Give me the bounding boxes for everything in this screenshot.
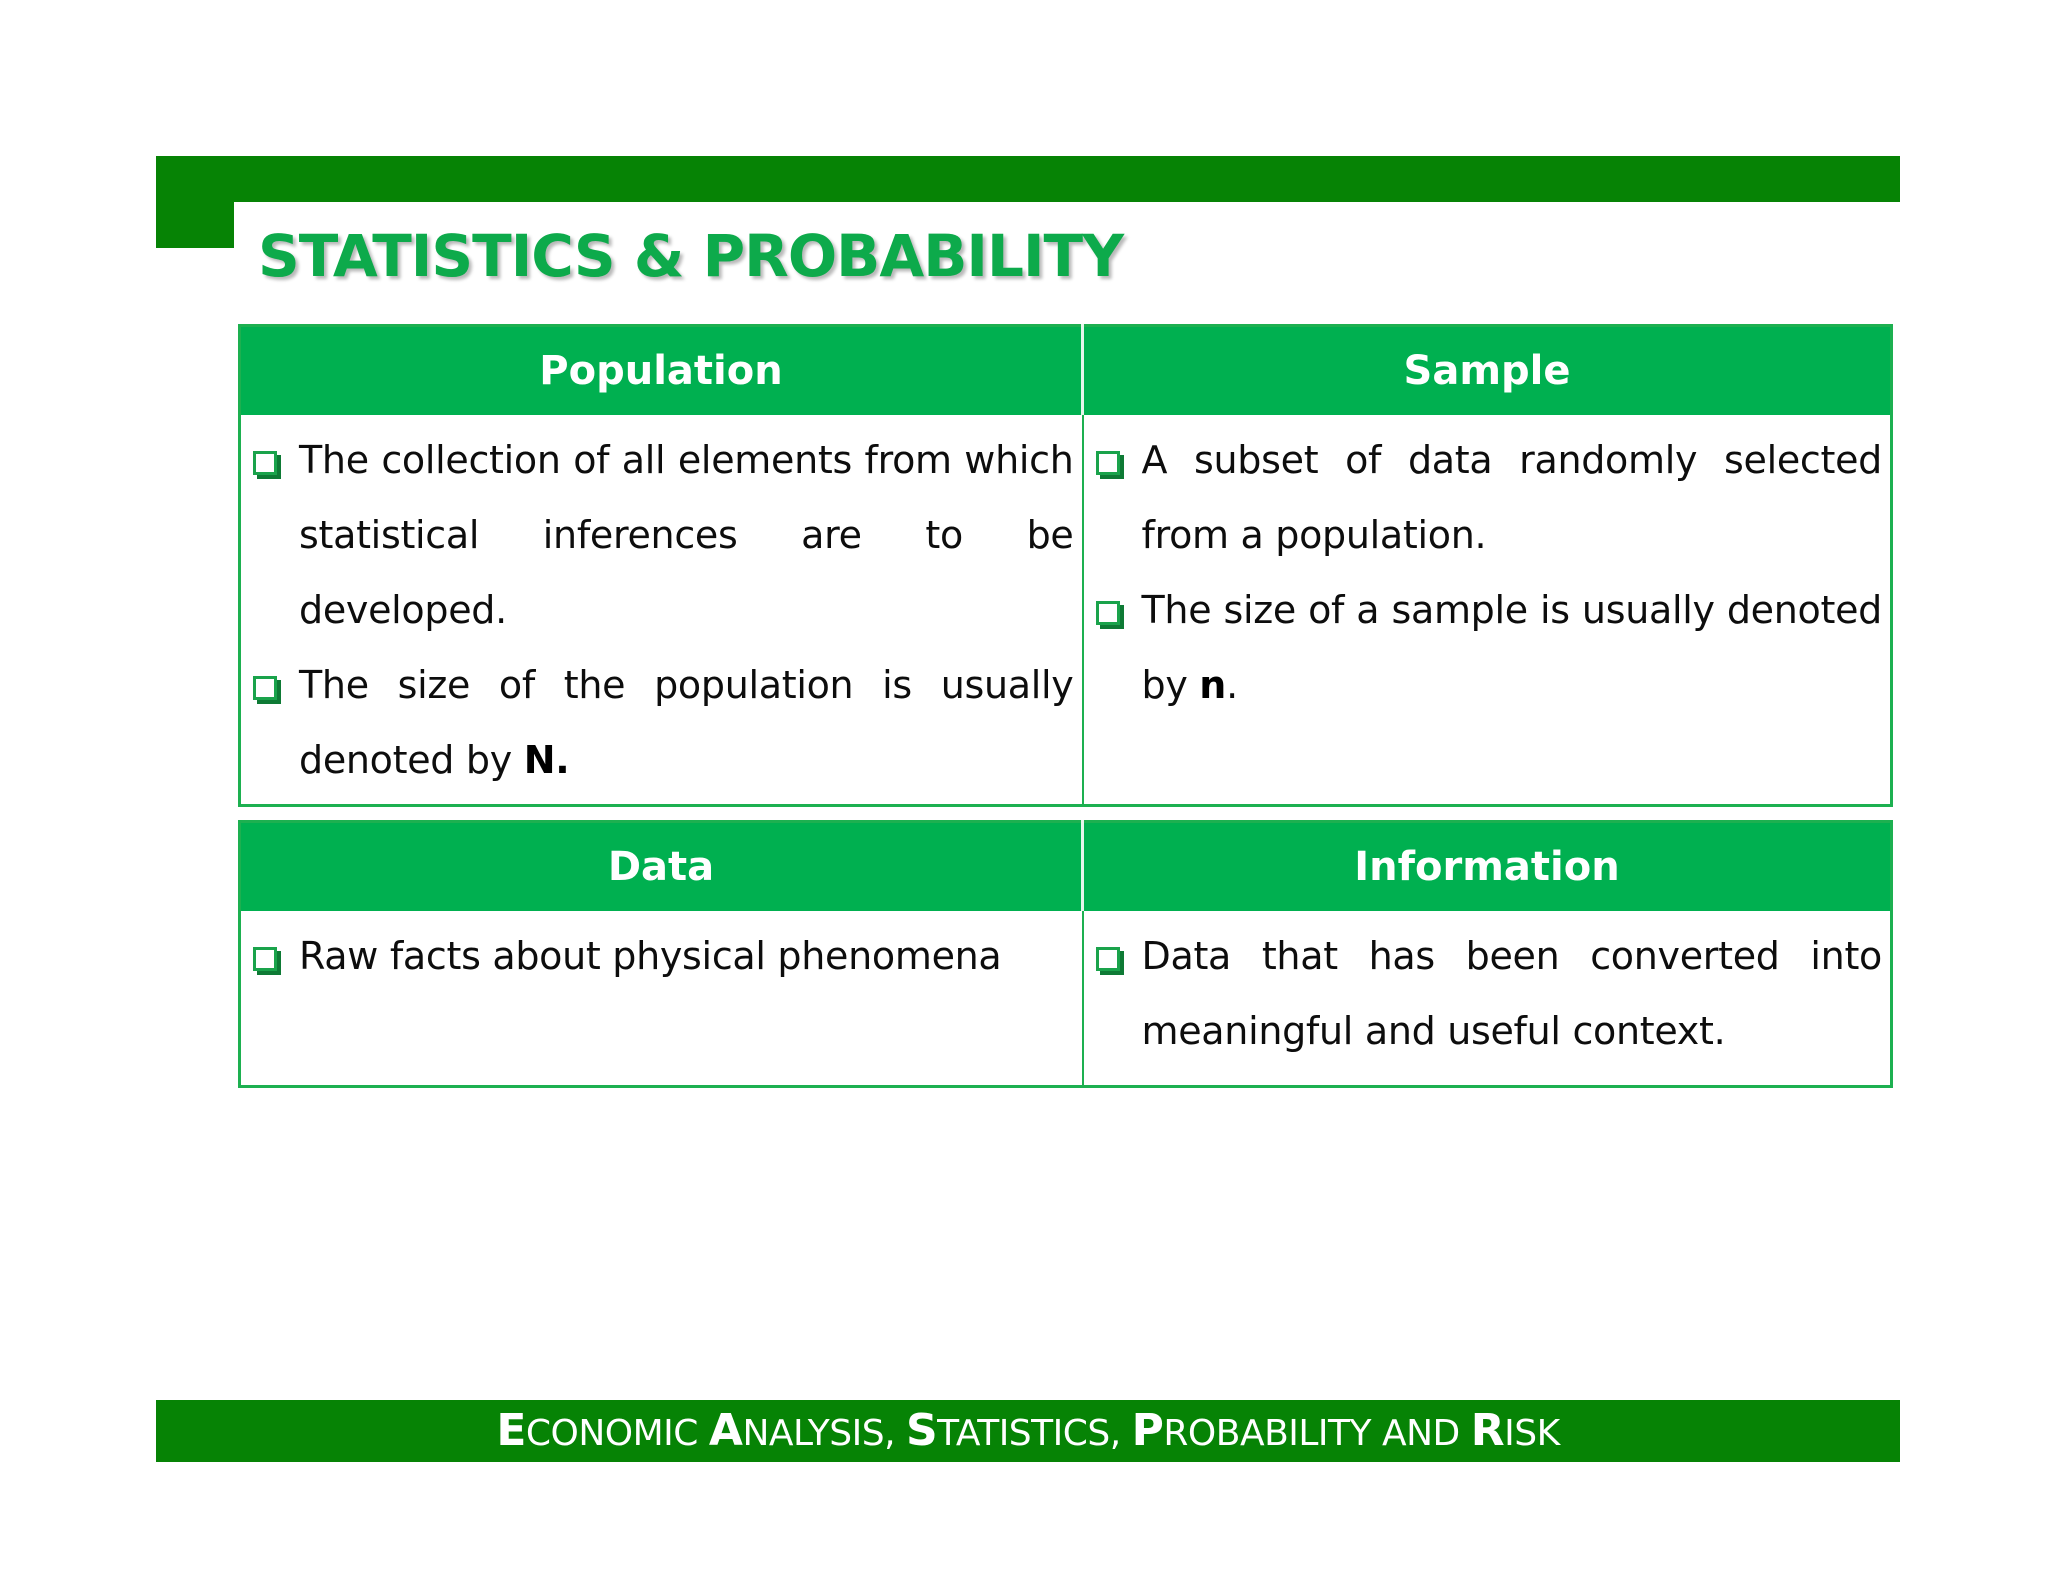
list-item: The collection of all elements from which statistical inferences are to be developed.	[249, 423, 1074, 648]
sample-symbol: n	[1199, 663, 1227, 707]
header-tab	[156, 200, 234, 248]
list-item: Data that has been converted into meaningful and useful context.	[1092, 919, 1883, 1069]
checkbox-bullet-icon	[1096, 947, 1120, 971]
population-header: Population	[240, 326, 1083, 416]
data-information-table	[238, 820, 1893, 1088]
sample-list	[1092, 423, 1883, 723]
list-item: A subset of data randomly selected from a population.	[1092, 423, 1883, 573]
sample-header: Sample	[1083, 326, 1892, 416]
slide-title: STATISTICS & PROBABILITY	[258, 222, 1124, 290]
population-sample-table	[238, 324, 1893, 807]
checkbox-bullet-icon	[253, 947, 277, 971]
data-list	[249, 919, 1074, 994]
checkbox-bullet-icon	[1096, 601, 1120, 625]
checkbox-bullet-icon	[253, 451, 277, 475]
information-cell	[1083, 911, 1892, 1087]
list-item: The size of the population is usually denoted by N.	[249, 648, 1074, 798]
header-band	[156, 156, 1900, 202]
list-item: Raw facts about physical phenomena	[249, 919, 1074, 994]
population-symbol: N.	[523, 738, 570, 782]
population-cell	[240, 415, 1083, 806]
population-list	[249, 423, 1074, 798]
sample-cell	[1083, 415, 1892, 806]
checkbox-bullet-icon	[253, 676, 277, 700]
data-cell	[240, 911, 1083, 1087]
data-header: Data	[240, 822, 1083, 912]
checkbox-bullet-icon	[1096, 451, 1120, 475]
list-item: The size of a sample is usually denoted by n.	[1092, 573, 1883, 723]
information-header: Information	[1083, 822, 1892, 912]
footer-band	[156, 1400, 1900, 1462]
footer-course-title: ECONOMIC ANALYSIS, STATISTICS, PROBABILITY AND RISK	[496, 1405, 1560, 1456]
information-list	[1092, 919, 1883, 1069]
